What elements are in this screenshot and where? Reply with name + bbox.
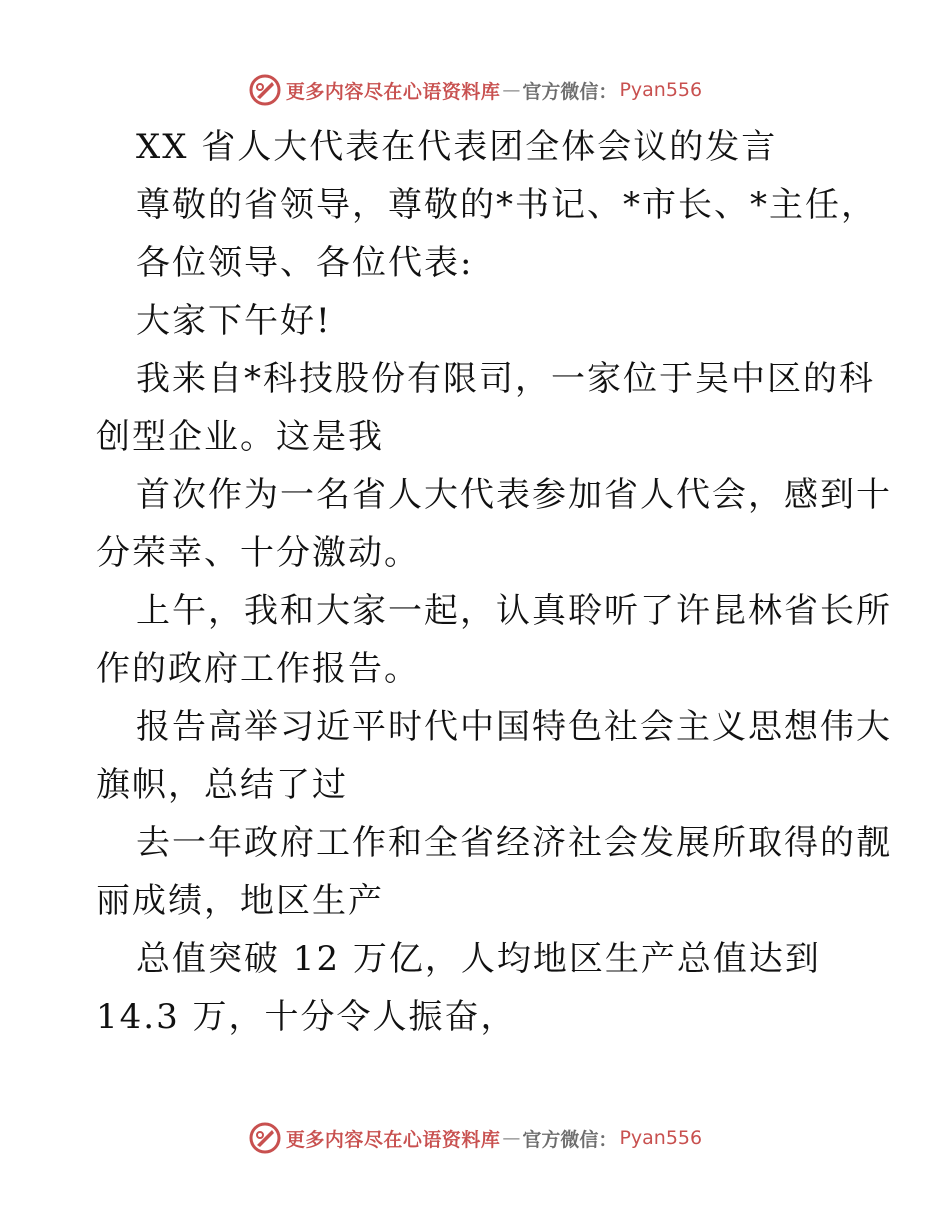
banner-dash: — <box>502 1127 521 1149</box>
paragraph-line: 首次作为一名省人大代表参加省人代会，感到十 <box>136 475 892 515</box>
paragraph-line: 上午，我和大家一起，认真聆听了许昆林省长所 <box>136 591 892 631</box>
paragraph-line: 创型企业。这是我 <box>96 417 384 457</box>
brand-logo-icon <box>248 73 282 107</box>
paragraph-line: 我来自*科技股份有限司，一家位于吴中区的科 <box>136 359 875 399</box>
paragraph-line: 丽成绩，地区生产 <box>96 881 384 921</box>
greeting-line: 大家下午好! <box>136 301 332 341</box>
banner-text: 更多内容尽在心语资料库 <box>285 1128 501 1151</box>
paragraph-line: 作的政府工作报告。 <box>96 649 420 689</box>
paragraph-line: 报告高举习近平时代中国特色社会主义思想伟大 <box>136 707 892 747</box>
banner-wechat-label: 官方微信： <box>522 1128 618 1151</box>
document-body <box>96 118 892 1046</box>
banner-dash: — <box>502 79 521 101</box>
paragraph-line: 14.3 万，十分令人振奋， <box>96 997 517 1037</box>
banner-wechat-label: 官方微信： <box>522 80 618 103</box>
paragraph-line: 旗帜，总结了过 <box>96 765 348 805</box>
banner-wechat-id: Pyan556 <box>619 1127 703 1149</box>
salutation-line: 尊敬的省领导，尊敬的*书记、*市长、*主任， <box>136 185 877 225</box>
banner-wechat-id: Pyan556 <box>619 79 703 101</box>
brand-logo-icon <box>248 1121 282 1155</box>
paragraph-line: 总值突破 12 万亿，人均地区生产总值达到 <box>136 939 821 979</box>
banner-text: 更多内容尽在心语资料库 <box>285 80 501 103</box>
footer-banner <box>0 1118 950 1158</box>
header-banner <box>0 70 950 110</box>
document-title: XX 省人大代表在代表团全体会议的发言 <box>136 127 778 167</box>
paragraph-line: 去一年政府工作和全省经济社会发展所取得的靓 <box>136 823 892 863</box>
paragraph-line: 分荣幸、十分激动。 <box>96 533 420 573</box>
salutation-line: 各位领导、各位代表: <box>136 243 474 283</box>
